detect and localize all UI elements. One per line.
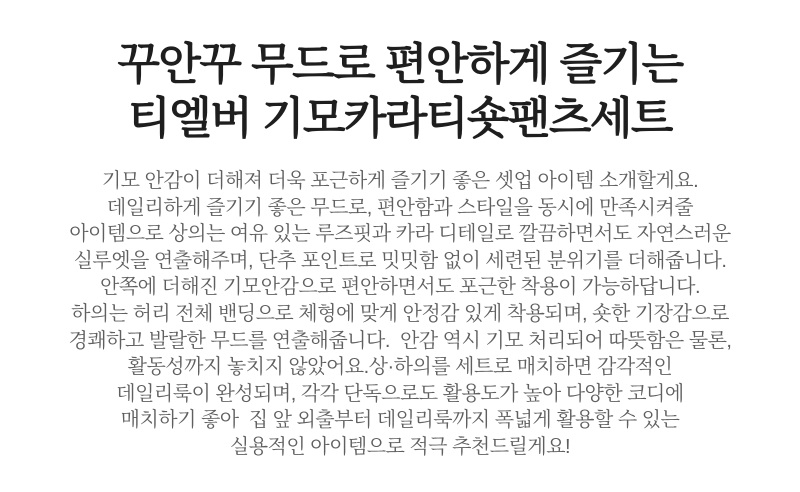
description-line: 경쾌하고 발랄한 무드를 연출해줍니다. 안감 역시 기모 처리되어 따뜻함은 물론, xyxy=(68,329,732,352)
description-line: 하의는 허리 전체 밴딩으로 체형에 맞게 안정감 있게 착용되며, 숏한 기장감으로 xyxy=(71,302,729,325)
product-headline xyxy=(0,0,800,146)
description-line: 데일리룩이 완성되며, 각각 단독으로도 활용도가 높아 다양한 코디에 xyxy=(116,382,684,405)
description-line: 실루엣을 연출해주며, 단추 포인트로 밋밋함 없이 세련된 분위기를 더해줍니다. xyxy=(73,249,727,272)
description-line: 기모 안감이 더해져 더욱 포근하게 즐기기 좋은 셋업 아이템 소개할게요. xyxy=(101,170,699,192)
description-line: 활동성까지 놓치지 않았어요.상·하의를 세트로 매치하면 감각적인 xyxy=(127,356,673,379)
description-line: 실용적인 아이템으로 적극 추천드릴게요! xyxy=(229,435,571,458)
headline-line-2: 티엘버 기모카라티숏팬츠세트 xyxy=(128,94,672,143)
headline-line-1: 꾸안꾸 무드로 편안하게 즐기는 xyxy=(117,40,683,89)
product-description-text xyxy=(0,168,800,461)
description-line: 아이템으로 상의는 여유 있는 루즈핏과 카라 디테일로 깔끔하면서도 자연스러운 xyxy=(69,223,731,246)
description-line: 매치하기 좋아 집 앞 외출부터 데일리룩까지 폭넓게 활용할 수 있는 xyxy=(120,409,680,432)
description-line: 안쪽에 더해진 기모안감으로 편안하면서도 포근한 착용이 가능하답니다. xyxy=(100,276,700,299)
description-line: 데일리하게 즐기기 좋은 무드로, 편안함과 스타일을 동시에 만족시켜줄 xyxy=(106,196,694,219)
